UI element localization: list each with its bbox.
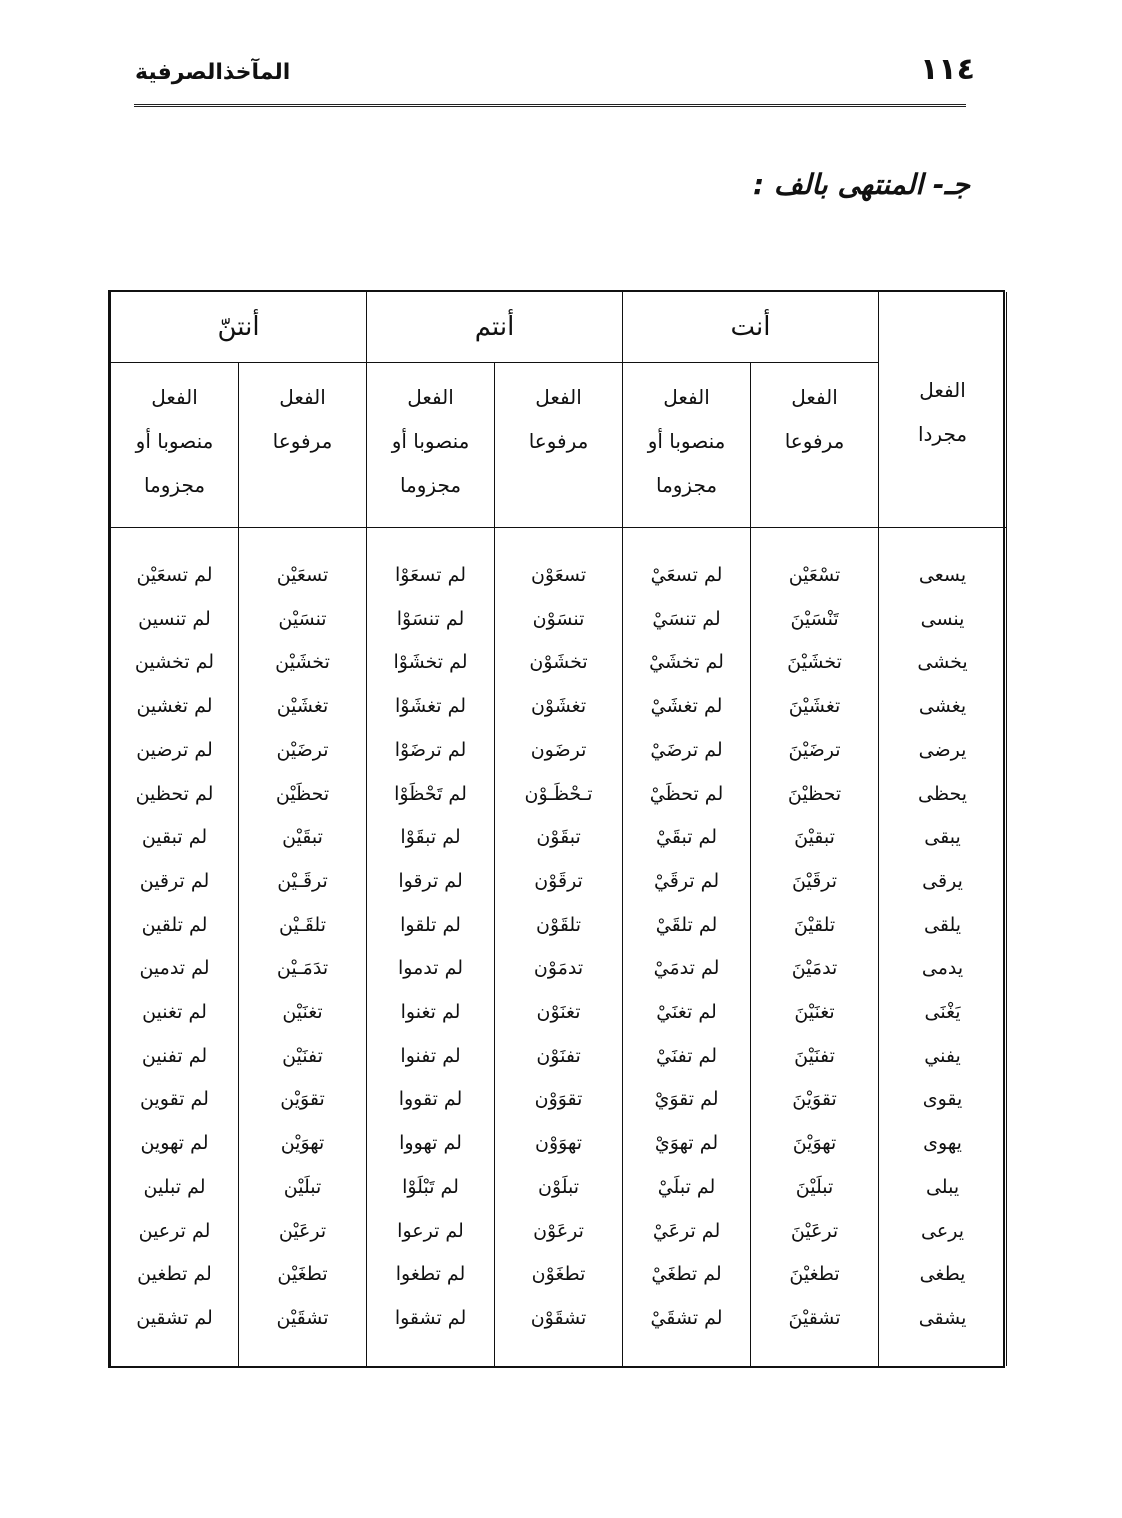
section-heading: جـ- المنتهى بالف : [752, 168, 970, 201]
verb-form: تغنَيْن [282, 1001, 323, 1024]
verb-form: لم تلقوا [400, 913, 461, 936]
verb-form: تهوَوْن [535, 1132, 583, 1155]
verb-form: تغشَوْن [530, 695, 587, 718]
verb-form: لم تسعَوْا [395, 564, 467, 586]
page-number: ١١٤ [920, 52, 975, 87]
verb-form: ترعَيْنَ [790, 1219, 839, 1242]
column-antunna-marfu [239, 528, 367, 1367]
verb-form: يحظى [918, 782, 968, 805]
verb-form: ترعَيْن [278, 1219, 327, 1242]
verb-form: يبقى [924, 826, 961, 849]
verb-form: لم ترضَيْ [650, 738, 723, 761]
verb-form: تفنَيْن [282, 1044, 323, 1067]
verb-form: لم ترقَيْ [653, 869, 720, 892]
verb-form: يخشى [917, 651, 968, 674]
column-anti-mansub [623, 528, 751, 1367]
verb-form: تبلَوْن [537, 1175, 580, 1198]
column-antunna-mansub [111, 528, 239, 1367]
verb-form: ينسى [920, 607, 965, 630]
subheader-line: مجزوما [399, 473, 462, 497]
verb-form: تسعَيْن [276, 564, 329, 586]
verb-form: لم تغنين [142, 1001, 207, 1024]
verb-form: تَنْسَيْنَ [790, 607, 839, 630]
verb-form: تخشَيْنَ [787, 651, 842, 674]
verb-form: يقوى [922, 1088, 963, 1111]
verb-form: تبلَيْن [283, 1175, 322, 1198]
verb-form: لم تسعَيْن [136, 564, 213, 586]
verb-form: لم تفنوا [400, 1044, 461, 1067]
verb-form: يبلى [925, 1175, 960, 1198]
column-antum-mansub [367, 528, 495, 1367]
verb-form: لم تقوَيْ [654, 1088, 719, 1111]
verb-form: يفني [924, 1044, 961, 1067]
header-base-line: الفعل [919, 378, 966, 402]
verb-form: لم تبلَيْ [657, 1175, 716, 1198]
verb-form: تنسَيْن [278, 607, 327, 630]
verb-form: يرضى [918, 738, 967, 761]
verb-form: لم تحظين [135, 782, 214, 805]
verb-form: يشقى [918, 1306, 967, 1329]
verb-form: تشقيْنَ [788, 1306, 841, 1329]
verb-form: لم ترعَيْ [652, 1219, 721, 1242]
verb-form: تهوَيْن [280, 1132, 325, 1155]
verb-form: لم تنسَيْ [652, 607, 721, 630]
verb-form: لم تبقَيْ [656, 826, 717, 849]
verb-form: لم تطغَيْ [651, 1263, 722, 1286]
verb-form: يلقى [924, 913, 962, 936]
column-antum-marfu [495, 528, 623, 1367]
verb-form: ترضَون [530, 738, 587, 761]
verb-form: تشقَوْن [530, 1306, 587, 1329]
subheader-line: الفعل [535, 385, 582, 409]
column-base-verbs [879, 528, 1007, 1367]
verb-form: تفنَوْن [536, 1044, 581, 1067]
verb-form: لم تبقَوْا [400, 826, 461, 849]
verb-form: تغنَيْنَ [794, 1001, 835, 1024]
subheader-antum-mansub [367, 363, 495, 528]
verb-form: تقوَيْنَ [792, 1088, 837, 1111]
verb-form: لم تبقين [141, 826, 208, 849]
verb-form: تحظيْنَ [787, 782, 842, 805]
verb-form: لم تغشَوْا [395, 695, 467, 718]
verb-form: لم ترضَوْا [394, 738, 467, 761]
subheader-line: الفعل [279, 385, 326, 409]
verb-form: يدمى [921, 957, 964, 980]
verb-form: تفنَيْنَ [794, 1044, 835, 1067]
verb-form: تشقَيْن [276, 1306, 329, 1329]
verb-form: ترقَوْن [534, 869, 583, 892]
group-header-anti: أنت [623, 292, 879, 363]
conjugation-table-frame [108, 290, 1005, 1368]
header-base-line: مجردا [917, 422, 968, 446]
verb-form: تحظَيْن [275, 782, 330, 805]
verb-form: تقوَوْن [534, 1088, 583, 1111]
conjugation-table [110, 292, 1007, 1366]
verb-form: لم تحظَيْ [649, 782, 724, 805]
column-anti-marfu [751, 528, 879, 1367]
running-title: المآخذالصرفية [135, 60, 291, 85]
subheader-line: منصوبا أو [647, 429, 726, 453]
verb-form: لم تغشَيْ [650, 695, 723, 718]
verb-form: يرقى [922, 869, 963, 892]
subheader-antunna-marfu [239, 363, 367, 528]
verb-form: تطغيْنَ [789, 1263, 840, 1286]
verb-form: تبلَيْنَ [795, 1175, 834, 1198]
verb-form: لم تخشَوْا [393, 651, 468, 674]
verb-form: تلقَـيْن [279, 913, 326, 936]
verb-form: تسعَوْن [530, 564, 587, 586]
verb-form: ترضَيْنَ [788, 738, 841, 761]
verb-form: لم تخشين [134, 651, 215, 674]
verb-form: تدمَوْن [533, 957, 584, 980]
verb-form: تغشَيْنَ [788, 695, 841, 718]
verb-form: لم تطغوا [395, 1263, 466, 1286]
verb-form: تبقَيْن [282, 826, 323, 849]
verb-form: لم تنسين [138, 607, 211, 630]
verb-form: لم تبلين [143, 1175, 206, 1198]
verb-form: لم تغنوا [400, 1001, 461, 1024]
verb-form: لم تهوَيْ [654, 1132, 719, 1155]
verb-form: تغنَوْن [536, 1001, 581, 1024]
subheader-anti-mansub [623, 363, 751, 528]
verb-form: لم تفنين [141, 1044, 208, 1067]
subheader-line: الفعل [151, 385, 198, 409]
verb-form: لم تشقَيْ [650, 1306, 723, 1329]
verb-form: تهوَيْنَ [792, 1132, 837, 1155]
verb-form: تدمَيْنَ [791, 957, 838, 980]
verb-form: لم تدموا [398, 957, 464, 980]
verb-form: تـحْظَـوْن [524, 782, 593, 805]
subheader-line: مرفوعا [272, 429, 333, 453]
verb-form: تخشَيْن [275, 651, 330, 674]
subheader-line: الفعل [407, 385, 454, 409]
group-header-antum: أنتم [367, 292, 623, 363]
subheader-anti-marfu [751, 363, 879, 528]
verb-form: يغشى [918, 695, 967, 718]
subheader-line: الفعل [791, 385, 838, 409]
verb-form: لم تخشَيْ [649, 651, 724, 674]
verb-form: يهوى [923, 1132, 962, 1155]
subheader-antunna-mansub [111, 363, 239, 528]
subheader-line: الفعل [663, 385, 710, 409]
group-header-antunna: أنتنّ [111, 292, 367, 363]
verb-form: تدَمَـيْن [276, 957, 329, 980]
verb-form: تلقيْنَ [793, 913, 836, 936]
subheader-line: مجزوما [143, 473, 206, 497]
verb-form: لم تدمين [139, 957, 210, 980]
verb-form: لم ترعين [138, 1219, 211, 1242]
verb-form: لم تسعَيْ [650, 564, 723, 586]
verb-form: يسعى [918, 564, 967, 586]
verb-form: تخشَوْن [529, 651, 588, 674]
verb-form: لم تدمَيْ [653, 957, 720, 980]
verb-form: لم تقووا [398, 1088, 463, 1111]
verb-form: ترضَيْن [276, 738, 329, 761]
verb-form: لم ترضين [136, 738, 213, 761]
subheader-line: مرفوعا [784, 429, 845, 453]
subheader-line: مرفوعا [528, 429, 589, 453]
subheader-line: منصوبا أو [135, 429, 214, 453]
verb-form: تسْعَيْن [788, 564, 841, 586]
verb-form: لم تَبْلَوْا [402, 1175, 459, 1198]
verb-form: ترقَيْنَ [792, 869, 838, 892]
verb-form: تطغَيْن [277, 1263, 328, 1286]
subheader-line: مجزوما [655, 473, 718, 497]
verb-form: ترعَوْن [533, 1219, 584, 1242]
verb-form: تطغَوْن [531, 1263, 586, 1286]
verb-form: لم تغنَيْ [656, 1001, 717, 1024]
verb-form: يرعى [921, 1219, 964, 1242]
verb-form: لم تشقوا [394, 1306, 467, 1329]
verb-form: لم تَحْظَوْا [394, 782, 467, 805]
verb-form: لم تغشين [136, 695, 213, 718]
subheader-antum-marfu [495, 363, 623, 528]
verb-form: تلقَوْن [536, 913, 582, 936]
verb-form: لم تلقين [141, 913, 208, 936]
verb-form: لم تطغين [137, 1263, 212, 1286]
verb-form: ترقَـيْن [277, 869, 328, 892]
verb-form: لم تهوين [140, 1132, 209, 1155]
verb-form: لم ترقوا [398, 869, 463, 892]
verb-form: لم ترقين [139, 869, 210, 892]
verb-form: لم تشقين [136, 1306, 213, 1329]
verb-form: تبقيْنَ [794, 826, 835, 849]
verb-form: لم تهووا [399, 1132, 462, 1155]
verb-form: يَغْنَى [924, 1001, 961, 1024]
verb-form: لم تلقَيْ [655, 913, 718, 936]
verb-form: تغشَيْن [276, 695, 329, 718]
verb-form: لم تفنَيْ [656, 1044, 717, 1067]
verb-form: لم تنسَوْا [396, 607, 465, 630]
verb-form: يطغى [919, 1263, 966, 1286]
verb-form: تقوَيْن [280, 1088, 325, 1111]
verb-form: لم تقوين [140, 1088, 209, 1111]
header-base-verb [879, 292, 1007, 528]
verb-form: تنسَوْن [532, 607, 585, 630]
header-rule [134, 104, 966, 107]
verb-form: لم ترعوا [397, 1219, 464, 1242]
subheader-line: منصوبا أو [391, 429, 470, 453]
verb-form: تبقَوْن [536, 826, 581, 849]
